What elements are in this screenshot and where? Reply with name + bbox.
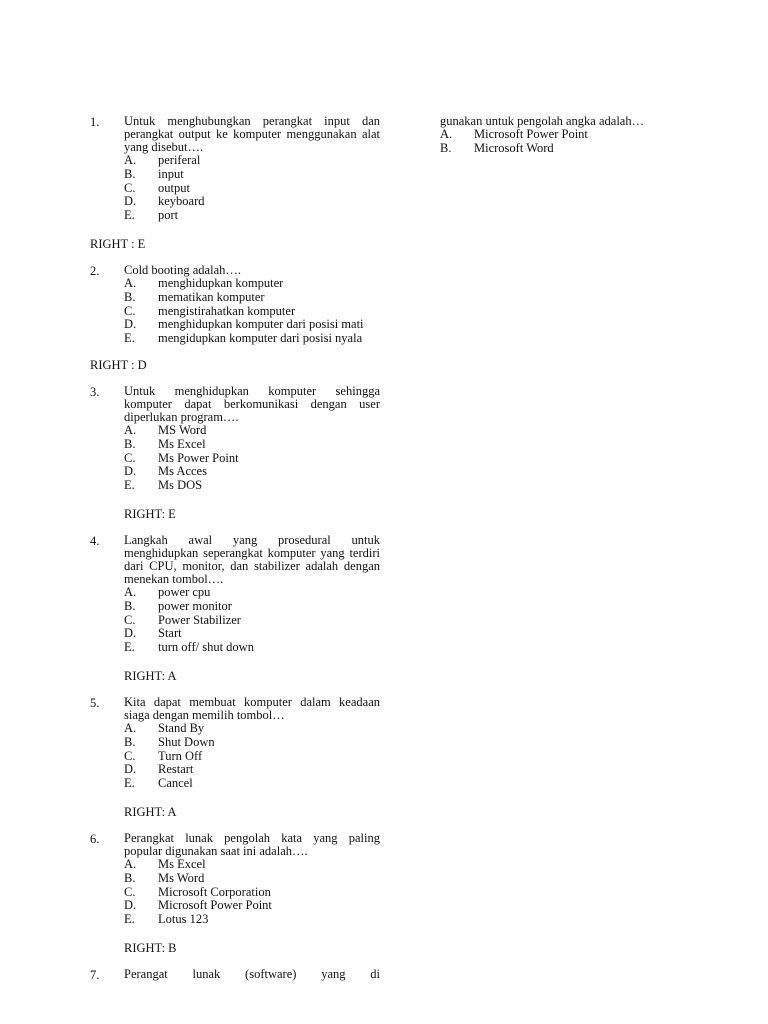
question-number: 1. [90,115,100,129]
option-text: input [158,166,184,181]
option-letter: E. [124,640,135,655]
option [124,182,380,196]
option [124,736,380,750]
option-text: Start [158,626,182,641]
option-text: Shut Down [158,734,215,749]
option [124,722,380,736]
option [124,168,380,182]
option-text: Restart [158,762,194,777]
option [124,209,380,223]
option-text: Ms Excel [158,436,206,451]
option-letter: E. [124,331,135,346]
left-column [90,115,380,981]
question-text: Kita dapat membuat komputer dalam keadaan siaga dengan memilih tombol… [124,694,380,722]
option-text: Ms Word [158,870,205,885]
option-text: Microsoft Power Point [474,127,588,141]
answer-key: RIGHT: A [124,668,177,683]
option-text: turn off/ shut down [158,640,254,655]
option-letter: C. [124,612,136,627]
option-text: periferal [158,153,201,167]
option-text: Cancel [158,776,193,791]
answer-key: RIGHT : D [90,357,147,372]
question-text: Perangat lunak (software) yang di [124,966,380,981]
question-text: Perangkat lunak pengolah kata yang paling popular digunakan saat ini adalah…. [124,830,380,858]
option-text: port [158,208,179,223]
option [124,763,380,777]
question-text: Untuk menghidupkan komputer sehingga komputer dapat berkomunikasi dengan user diperlukan program…. [124,383,380,424]
option [440,128,740,142]
question-4 [90,534,380,655]
answer-key: RIGHT: E [124,506,176,521]
question-6 [90,832,380,927]
right-column [440,115,740,156]
option-letter: E. [124,478,135,493]
option [124,600,380,614]
option [124,614,380,628]
question-7 [90,968,380,981]
option-letter: A. [124,422,137,437]
option-text: mematikan komputer [158,289,265,304]
answer-key: RIGHT: B [124,940,177,955]
answer-key: RIGHT : E [90,236,146,251]
option-letter: C. [124,303,136,318]
option-list [124,858,380,927]
question-1 [90,115,380,223]
option-letter: B. [124,436,136,451]
option-letter: E. [124,776,135,791]
option-letter: A. [440,127,453,141]
option [124,899,380,913]
option [124,627,380,641]
option [124,452,380,466]
option-letter: B. [124,289,136,304]
option-text: Ms Acces [158,464,207,479]
option-list [124,424,380,493]
question-text: Langkah awal yang prosedural untuk menghidupkan seperangkat komputer yang terdiri dari CPU, monitor, dan stabilizer adalah dengan menekan tombol…. [124,532,380,586]
option [124,858,380,872]
option-letter: E. [124,912,135,927]
option-letter: D. [124,626,137,641]
option [124,154,380,168]
question-5 [90,696,380,791]
question-text: Untuk menghubungkan perangkat input dan perangkat output ke komputer menggunakan alat yang disebut…. [124,114,380,154]
question-continuation: gunakan untuk pengolah angka adalah… [440,114,645,128]
option-text: MS Word [158,422,207,437]
option [124,777,380,791]
option-letter: A. [124,720,137,735]
question-number: 2. [90,263,100,278]
question-2 [90,264,380,346]
option [124,318,380,332]
option-letter: B. [124,734,136,749]
option-text: menghidupkan komputer dari posisi mati [158,317,364,332]
option-text: Power Stabilizer [158,612,241,627]
question-number: 3. [90,384,100,399]
option [440,142,740,156]
option [124,332,380,346]
option [124,641,380,655]
option [124,465,380,479]
option-letter: D. [124,464,137,479]
option [124,913,380,927]
option-letter: B. [124,598,136,613]
option-list [124,586,380,655]
option-letter: B. [440,140,452,155]
option-letter: A. [124,584,137,599]
option [124,195,380,209]
question-number: 5. [90,695,100,710]
option [124,872,380,886]
option-letter: D. [124,194,137,209]
answer-key: RIGHT: A [124,804,177,819]
option-text: menghidupkan komputer [158,275,284,290]
option-text: Ms Excel [158,856,206,871]
option-letter: A. [124,275,137,290]
option-text: Ms DOS [158,478,203,493]
option [124,438,380,452]
option [124,277,380,291]
option-text: power monitor [158,598,232,613]
option-list [124,154,380,223]
option-letter: C. [124,450,136,465]
option [124,291,380,305]
question-number: 6. [90,831,100,846]
option-letter: D. [124,317,137,332]
option-letter: A. [124,153,137,167]
option [124,750,380,764]
question-number: 4. [90,533,100,548]
option-text: Microsoft Word [474,140,554,155]
option-list [440,128,740,156]
option-letter: A. [124,856,137,871]
option [124,586,380,600]
option-text: Ms Power Point [158,450,239,465]
option-letter: C. [124,884,136,899]
option-letter: B. [124,870,136,885]
option-text: power cpu [158,584,211,599]
option [124,886,380,900]
question-3 [90,385,380,493]
option-text: keyboard [158,194,205,209]
option-letter: C. [124,748,136,763]
question-text: Cold booting adalah…. [124,262,241,277]
option-list [124,722,380,791]
option-text: Microsoft Corporation [158,884,271,899]
option-list [124,277,380,346]
question-number: 7. [90,967,100,982]
option-text: Stand By [158,720,205,735]
option-text: mengistirahatkan komputer [158,303,296,318]
option-text: mengidupkan komputer dari posisi nyala [158,331,363,346]
option-letter: D. [124,762,137,777]
option [124,424,380,438]
option-text: Microsoft Power Point [158,898,272,913]
option-text: Lotus 123 [158,912,209,927]
option-letter: E. [124,208,135,223]
option-letter: D. [124,898,137,913]
option-text: Turn Off [158,748,203,763]
option-text: output [158,180,190,195]
option [124,479,380,493]
option [124,305,380,319]
option-letter: B. [124,166,136,181]
option-letter: C. [124,180,136,195]
